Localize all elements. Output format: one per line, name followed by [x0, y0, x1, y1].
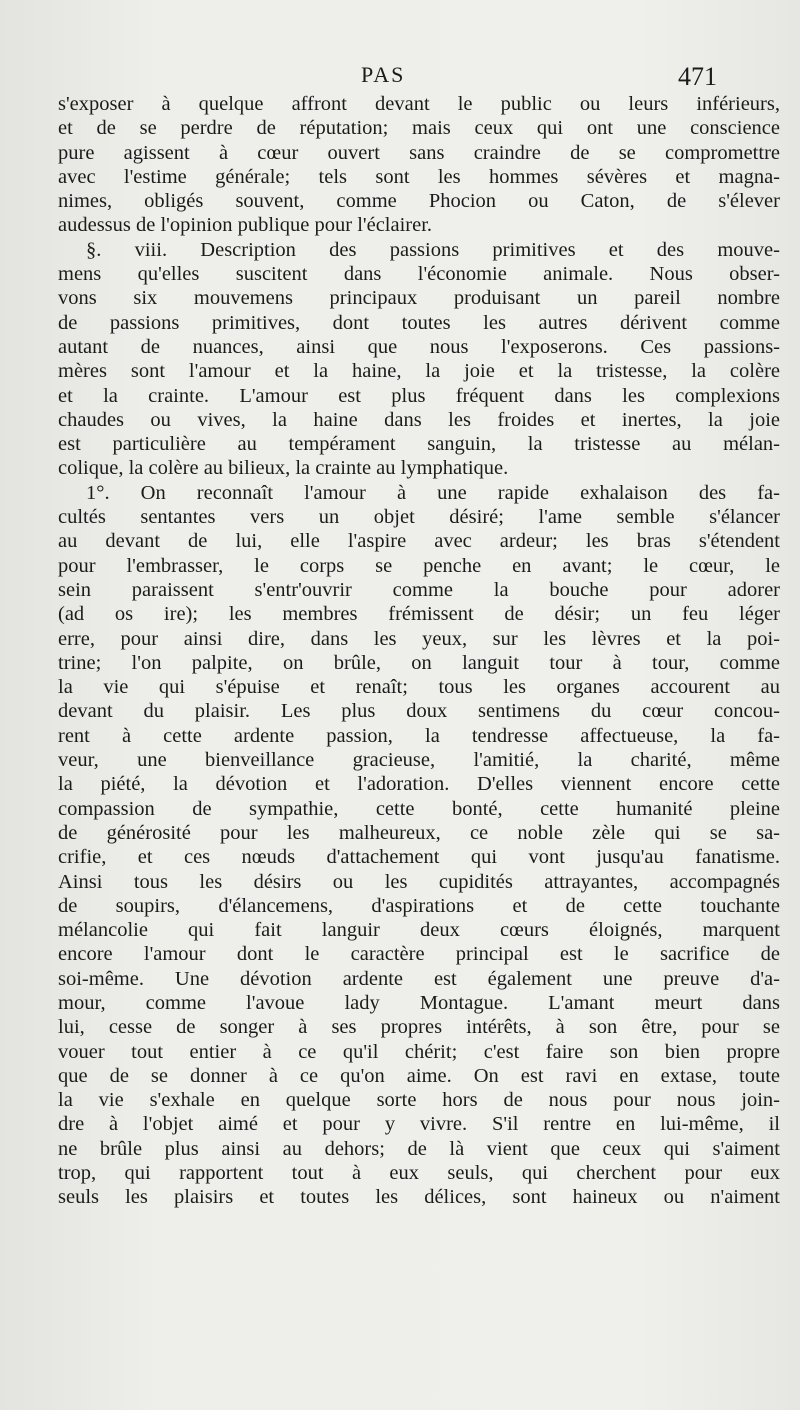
text-line: seuls les plaisirs et toutes les délices, sont haineux ou n'aiment — [58, 1186, 780, 1209]
text-line: soi-même. Une dévotion ardente est également une preuve d'a- — [58, 967, 780, 990]
body-text — [58, 92, 780, 1210]
text-line: la vie qui s'épuise et renaît; tous les organes accourent au — [58, 676, 780, 699]
text-line: s'exposer à quelque affront devant le public ou leurs inférieurs, — [58, 93, 780, 115]
text-line: autant de nuances, ainsi que nous l'exposerons. Ces passions- — [58, 335, 780, 358]
text-line: la vie s'exhale en quelque sorte hors de nous pour nous join- — [58, 1089, 780, 1112]
text-line: (ad os ire); les membres frémissent de désir; un feu léger — [58, 603, 780, 626]
paragraph-start-line: 1°. On reconnaît l'amour à une rapide exhalaison des fa- — [86, 481, 780, 504]
text-line: de générosité pour les malheureux, ce noble zèle qui se sa- — [58, 821, 780, 844]
text-line: mélancolie qui fait languir deux cœurs éloignés, marquent — [58, 919, 780, 942]
text-line: et la crainte. L'amour est plus fréquent dans les complexions — [58, 384, 780, 407]
text-line: pour l'embrasser, le corps se penche en avant; le cœur, le — [58, 554, 780, 577]
text-line: veur, une bienveillance gracieuse, l'amitié, la charité, même — [58, 749, 780, 772]
text-line: pure agissent à cœur ouvert sans craindre de se compromettre — [58, 141, 780, 164]
text-line: trine; l'on palpite, on brûle, on languit tour à tour, comme — [58, 651, 780, 674]
text-line: vons six mouvemens principaux produisant un pareil nombre — [58, 287, 780, 310]
text-line: vouer tout entier à ce qu'il chérit; c'est faire son bien propre — [58, 1040, 780, 1063]
text-line: de passions primitives, dont toutes les autres dérivent comme — [58, 311, 780, 334]
text-line: erre, pour ainsi dire, dans les yeux, sur les lèvres et la poi- — [58, 627, 780, 650]
text-line: avec l'estime générale; tels sont les hommes sévères et magna- — [58, 165, 780, 188]
text-line: Ainsi tous les désirs ou les cupidités attrayantes, accompagnés — [58, 870, 780, 893]
text-line: encore l'amour dont le caractère principal est le sacrifice de — [58, 943, 780, 966]
text-line: nimes, obligés souvent, comme Phocion ou Caton, de s'élever — [58, 190, 780, 213]
text-line: dre à l'objet aimé et pour y vivre. S'il rentre en lui-même, il — [58, 1113, 780, 1136]
page-number: 471 — [678, 62, 717, 91]
text-line: la piété, la dévotion et l'adoration. D'elles viennent encore cette — [58, 773, 780, 796]
text-line: trop, qui rapportent tout à eux seuls, qui cherchent pour eux — [58, 1162, 780, 1185]
text-line: cultés sentantes vers un objet désiré; l'ame semble s'élancer — [58, 506, 780, 529]
section-heading-line: §. viii. Description des passions primitives et des mouve- — [86, 238, 780, 261]
text-line: et de se perdre de réputation; mais ceux qui ont une conscience — [58, 117, 780, 140]
text-line: audessus de l'opinion publique pour l'éclairer. — [58, 214, 433, 237]
text-line: compassion de sympathie, cette bonté, cette humanité pleine — [58, 797, 780, 820]
text-line: de soupirs, d'élancemens, d'aspirations et de cette touchante — [58, 894, 780, 917]
text-line: lui, cesse de songer à ses propres intérêts, à son être, pour se — [58, 1016, 780, 1039]
text-line: devant du plaisir. Les plus doux sentimens du cœur concou- — [58, 700, 780, 723]
text-line: colique, la colère au bilieux, la crainte au lymphatique. — [58, 457, 509, 480]
text-line: sein paraissent s'entr'ouvrir comme la bouche pour adorer — [58, 578, 780, 601]
running-head-word: PAS — [361, 62, 406, 87]
text-line: crifie, et ces nœuds d'attachement qui vont jusqu'au fanatisme. — [58, 846, 780, 869]
text-line: mens qu'elles suscitent dans l'économie animale. Nous obser- — [58, 263, 780, 286]
text-line: chaudes ou vives, la haine dans les froides et inertes, la joie — [58, 408, 780, 431]
text-line: mères sont l'amour et la haine, la joie et la tristesse, la colère — [58, 360, 780, 383]
text-line: ne brûle plus ainsi au dehors; de là vient que ceux qui s'aiment — [58, 1137, 780, 1160]
text-line: que de se donner à ce qu'on aime. On est ravi en extase, toute — [58, 1064, 780, 1087]
text-line: mour, comme l'avoue lady Montague. L'amant meurt dans — [58, 991, 780, 1014]
text-line: est particulière au tempérament sanguin, la tristesse au mélan- — [58, 433, 780, 456]
text-line: au devant de lui, elle l'aspire avec ardeur; les bras s'étendent — [58, 530, 780, 553]
text-line: rent à cette ardente passion, la tendresse affectueuse, la fa- — [58, 724, 780, 747]
